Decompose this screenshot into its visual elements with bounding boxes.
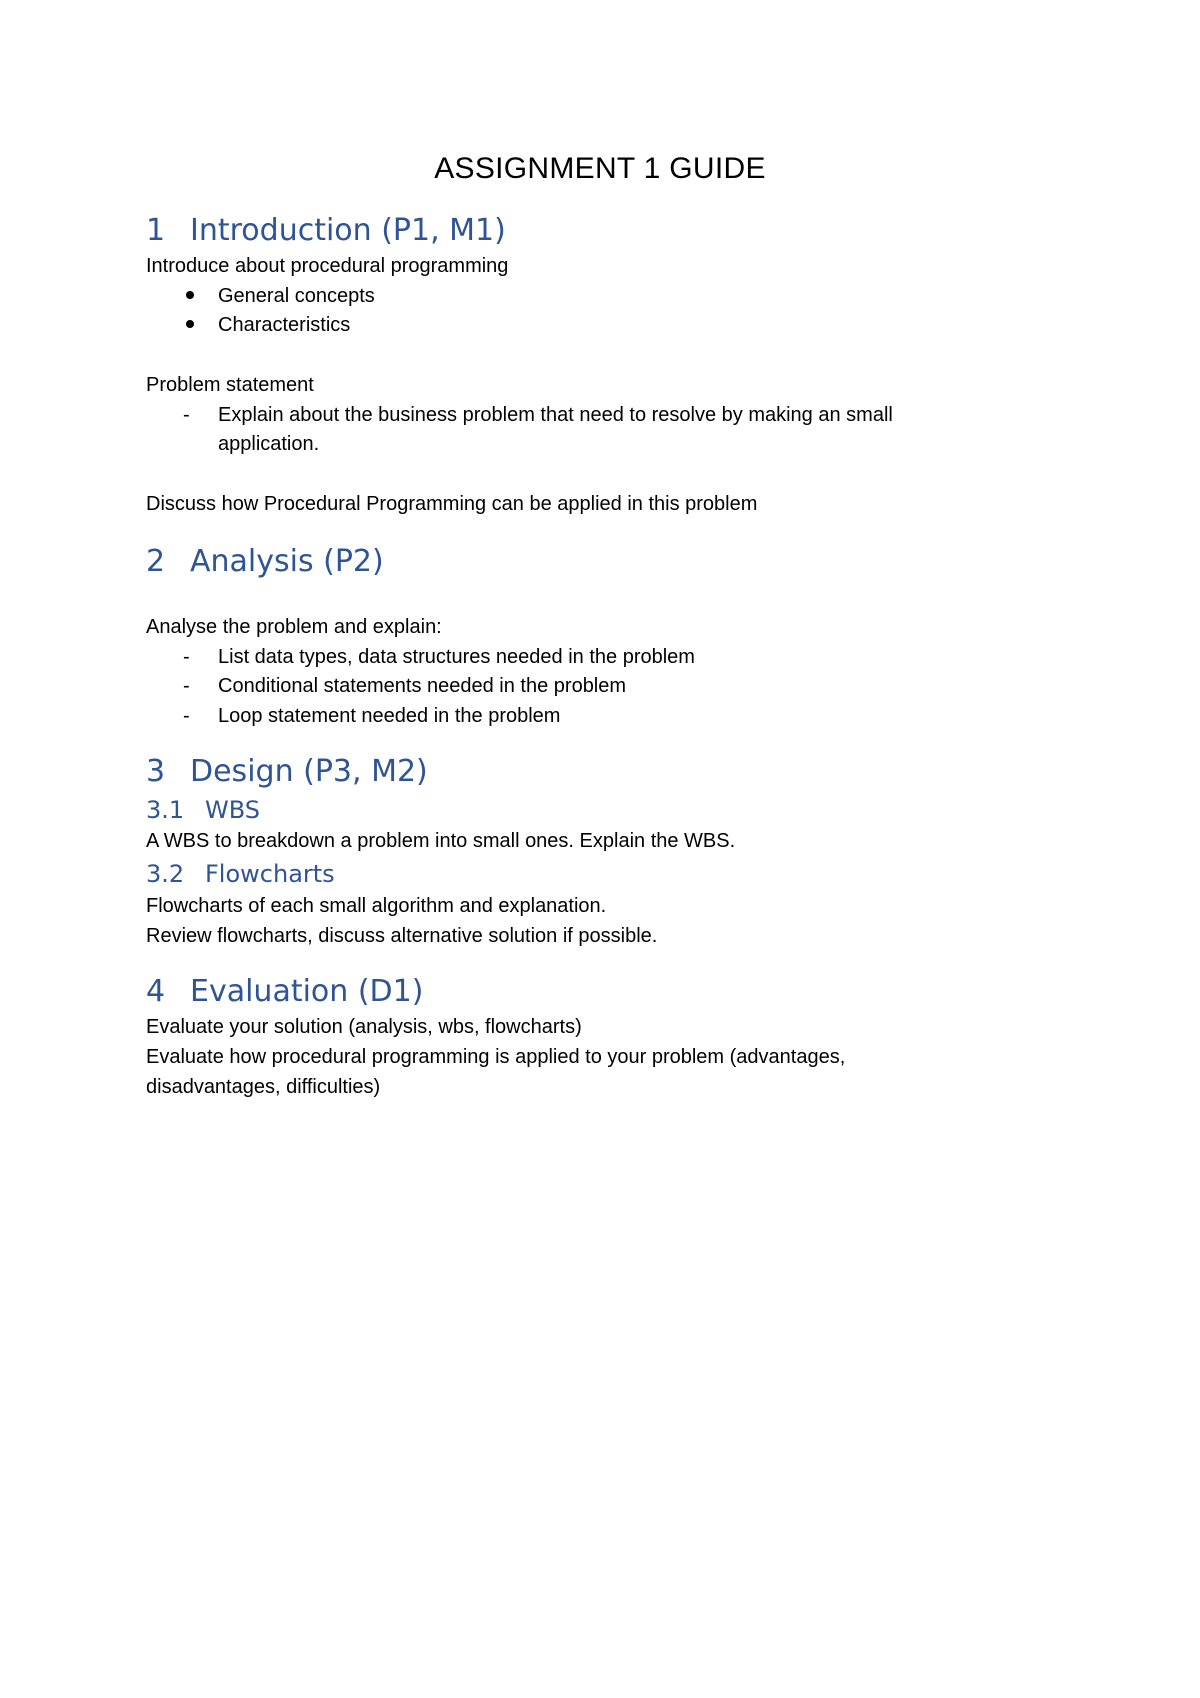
bullet-item: Characteristics [218,314,351,336]
bullet-dot-icon [186,291,194,299]
heading-analysis [146,543,384,581]
dash-item: Loop statement needed in the problem [218,705,561,727]
problem-statement-label: Problem statement [146,374,314,396]
heading-evaluation [146,973,423,1011]
analysis-intro: Analyse the problem and explain: [146,616,442,638]
section-number: 1 [146,213,166,248]
section-number: 2 [146,544,166,579]
section-number: 3 [146,754,166,789]
subsection-number: 3.2 [146,860,185,888]
evaluation-paragraph: disadvantages, difficulties) [146,1076,381,1098]
subheading-wbs [146,795,260,825]
dash-marker: - [183,646,190,668]
section-heading: Evaluation (D1) [190,974,424,1009]
section-number: 4 [146,974,166,1009]
section-heading: Introduction (P1, M1) [190,213,506,248]
section-heading: Design (P3, M2) [190,754,428,789]
evaluation-paragraph: Evaluate your solution (analysis, wbs, flowcharts) [146,1016,582,1038]
dash-item: Explain about the business problem that need to resolve by making an small [218,404,893,426]
subsection-heading: Flowcharts [205,860,335,888]
subheading-flowcharts [146,859,335,889]
dash-item: Conditional statements needed in the problem [218,675,627,697]
heading-design [146,753,428,791]
dash-marker: - [183,705,190,727]
bullet-dot-icon [186,320,194,328]
discuss-paragraph: Discuss how Procedural Programming can be applied in this problem [146,493,758,515]
intro-paragraph: Introduce about procedural programming [146,255,509,277]
document-title: ASSIGNMENT 1 GUIDE [434,152,766,185]
wbs-paragraph: A WBS to breakdown a problem into small ones. Explain the WBS. [146,830,736,852]
dash-item-continuation: application. [218,433,320,455]
heading-introduction [146,212,506,250]
subsection-heading: WBS [205,796,261,824]
section-heading: Analysis (P2) [190,544,384,579]
flowcharts-paragraph: Flowcharts of each small algorithm and explanation. [146,895,607,917]
dash-marker: - [183,675,190,697]
dash-marker: - [183,404,190,426]
evaluation-paragraph: Evaluate how procedural programming is applied to your problem (advantages, [146,1046,846,1068]
dash-item: List data types, data structures needed in the problem [218,646,695,668]
subsection-number: 3.1 [146,796,185,824]
flowcharts-paragraph: Review flowcharts, discuss alternative solution if possible. [146,925,658,947]
bullet-item: General concepts [218,285,375,307]
